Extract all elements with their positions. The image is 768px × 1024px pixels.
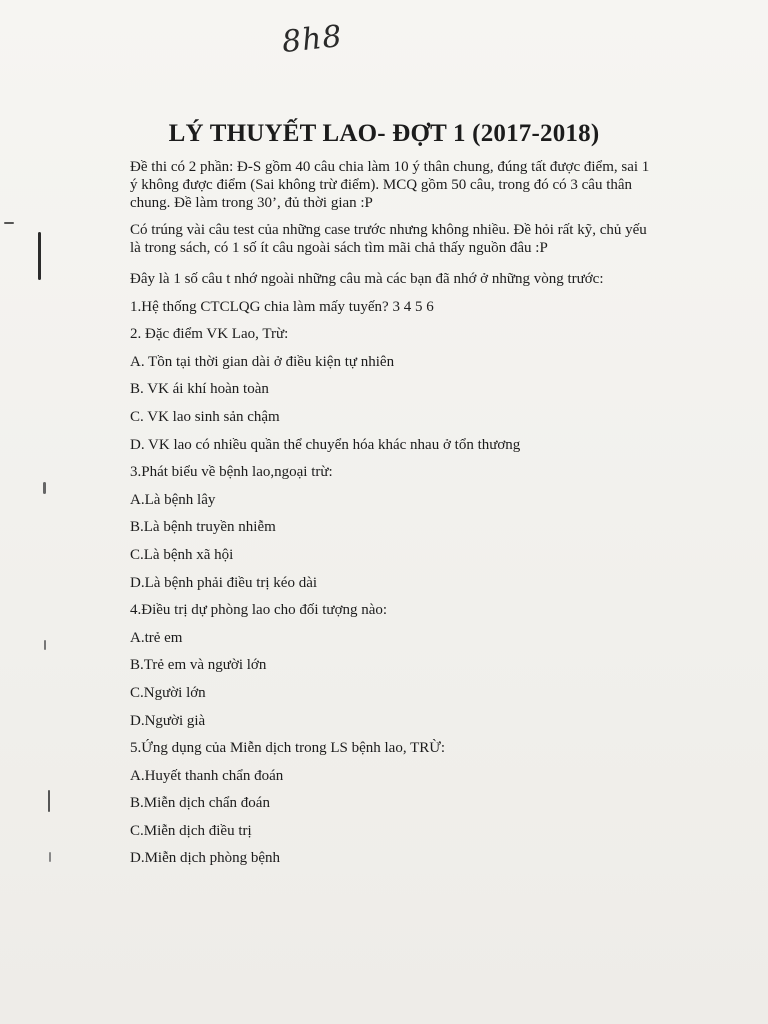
- question-2: 2. Đặc điểm VK Lao, Trừ:: [130, 326, 289, 343]
- intro-paragraph: Đề thi có 2 phần: Đ-S gồm 40 câu chia làm 10 ý thân chung, đúng tất được điểm, sai 1 ý không được điểm (Sai không trừ điểm). MCQ gồm 50 câu, trong đó có 3 câu thân chung. Đề làm trong 30’, đủ thời gian :P: [130, 159, 650, 211]
- answer-option: C.Là bệnh xã hội: [130, 546, 234, 563]
- answer-option: C. VK lao sinh sản chậm: [130, 408, 280, 425]
- question-5: 5.Ứng dụng của Miễn dịch trong LS bệnh lao, TRỪ:: [130, 740, 446, 757]
- scan-artifact-mark: [38, 232, 41, 280]
- answer-option: C.Người lớn: [130, 684, 206, 701]
- intro-line: Đây là 1 số câu t nhớ ngoài những câu mà các bạn đã nhớ ở những vòng trước:: [130, 271, 604, 287]
- answer-option: A.trẻ em: [130, 629, 183, 646]
- scan-artifact-mark: [44, 640, 46, 650]
- answer-option: D.Người già: [130, 712, 206, 729]
- answer-option: A.Là bệnh lây: [130, 491, 216, 508]
- scan-artifact-mark: [48, 790, 50, 812]
- question-3: 3.Phát biểu về bệnh lao,ngoại trừ:: [130, 464, 333, 481]
- answer-option: A.Huyết thanh chẩn đoán: [130, 767, 284, 784]
- answer-option: B. VK ái khí hoàn toàn: [130, 381, 269, 398]
- answer-option: D. VK lao có nhiều quần thể chuyển hóa khác nhau ở tổn thương: [130, 436, 521, 453]
- answer-option: B.Là bệnh truyền nhiễm: [130, 519, 276, 536]
- answer-option: B.Trẻ em và người lớn: [130, 657, 267, 674]
- answer-option: B.Miễn dịch chẩn đoán: [130, 795, 270, 812]
- handwritten-note: 8h8: [280, 18, 345, 61]
- question-4: 4.Điều trị dự phòng lao cho đối tượng nào:: [130, 602, 388, 619]
- document-title: LÝ THUYẾT LAO- ĐỢT 1 (2017-2018): [168, 120, 600, 147]
- answer-option: D.Miễn dịch phòng bệnh: [130, 850, 280, 867]
- answer-option: C.Miễn dịch điều trị: [130, 822, 252, 839]
- answer-option: A. Tồn tại thời gian dài ở điều kiện tự nhiên: [130, 353, 395, 370]
- scan-artifact-mark: [49, 852, 51, 862]
- scan-artifact-mark: [43, 482, 46, 494]
- question-1: 1.Hệ thống CTCLQG chia làm mấy tuyến? 3 4 5 6: [130, 298, 434, 315]
- intro-paragraph: Có trúng vài câu test của những case trước nhưng không nhiều. Đề hỏi rất kỹ, chủ yếu là trong sách, có 1 số ít câu ngoài sách tìm mãi chả thấy nguồn đâu :P: [130, 222, 647, 256]
- scan-artifact-mark: [4, 222, 14, 224]
- answer-option: D.Là bệnh phải điều trị kéo dài: [130, 574, 318, 591]
- document-body: [130, 158, 660, 873]
